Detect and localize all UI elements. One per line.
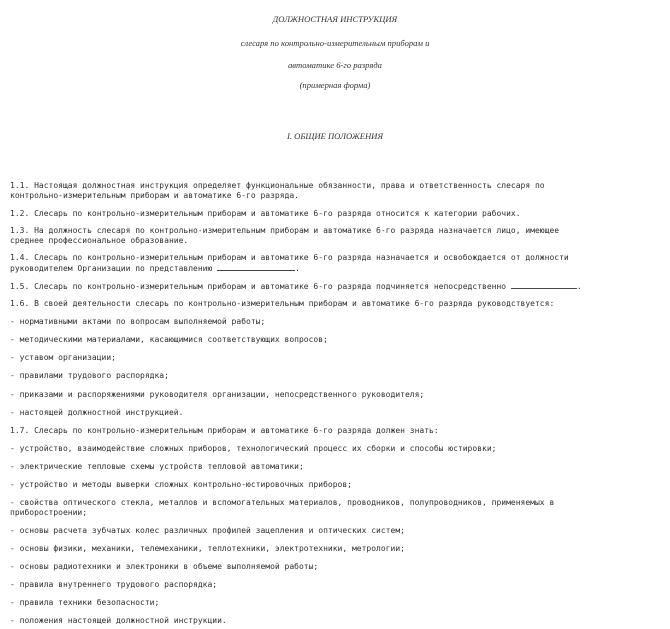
list-item-1-6-5: - приказами и распоряжениями руководителя организации, непосредственного руководителя; (10, 390, 425, 399)
list-item-1-6-4: - правилами трудового распорядка; (10, 371, 169, 380)
paragraph-1-2: 1.2. Слесарь по контрольно-измерительным приборам и автоматике 6-го разряда относится к категории рабочих. (10, 209, 521, 218)
paragraph-1-1-line-1: 1.1. Настоящая должностная инструкция определяет функциональные обязанности, права и ответственность слесаря по (10, 181, 545, 190)
paragraph-1-4-text: руководителем Организации по представлению (10, 264, 213, 273)
list-item-1-7-1: - устройство, взаимодействие сложных приборов, технологический процесс их сборки и способы юстировки; (10, 444, 497, 453)
paragraph-1-4-line-2: руководителем Организации по представлению . (10, 264, 300, 273)
paragraph-1-6: 1.6. В своей деятельности слесарь по контрольно-измерительным приборам и автоматике 6-го разряда руководствуется: (10, 299, 555, 308)
list-item-1-7-10: - положения настоящей должностной инструкции. (10, 616, 227, 625)
list-item-1-7-5: - основы расчета зубчатых колес различных профилей зацепления и оптических систем; (10, 526, 405, 535)
paragraph-1-5-text: 1.5. Слесарь по контрольно-измерительным приборам и автоматике 6-го разряда подчиняется непосредственно (10, 282, 507, 291)
fill-in-blank (511, 281, 577, 289)
list-item-1-7-8: - правила внутреннего трудового распорядка; (10, 580, 218, 589)
list-item-1-7-9: - правила техники безопасности; (10, 598, 160, 607)
paragraph-1-3-line-2: среднее профессиональное образование. (10, 236, 189, 245)
list-item-1-7-4-line-1: - свойства оптического стекла, металлов и вспомогательных материалов, проводников, полупроводников, применяемых в (10, 498, 555, 507)
document-subtitle-line-2: автоматике 6-го разряда (288, 60, 382, 70)
document-title: ДОЛЖНОСТНАЯ ИНСТРУКЦИЯ (272, 14, 398, 24)
paragraph-1-7: 1.7. Слесарь по контрольно-измерительным приборам и автоматике 6-го разряда должен знать: (10, 426, 439, 435)
list-item-1-7-4-line-2: приборостроении; (10, 508, 88, 517)
fill-in-blank (217, 263, 295, 271)
paragraph-1-5: 1.5. Слесарь по контрольно-измерительным приборам и автоматике 6-го разряда подчиняется непосредственно . (10, 282, 582, 291)
list-item-1-7-6: - основы физики, механики, телемеханики, теплотехники, электротехники, метрологии; (10, 544, 405, 553)
section-heading: I. ОБЩИЕ ПОЛОЖЕНИЯ (286, 131, 384, 141)
list-item-1-6-2: - методическими материалами, касающимися соответствующих вопросов; (10, 335, 328, 344)
list-item-1-6-6: - настоящей должностной инструкцией. (10, 408, 184, 417)
list-item-1-7-3: - устройство и методы выверки сложных контрольно-юстировочных приборов; (10, 480, 352, 489)
list-item-1-7-7: - основы радиотехники и электроники в объеме выполняемой работы; (10, 562, 319, 571)
document-subtitle-line-1: слесаря по контрольно-измерительным приборам и (240, 38, 430, 48)
form-note: (примерная форма) (299, 80, 371, 90)
paragraph-1-1-line-2: контрольно-измерительным приборам и автоматике 6-го разряда. (10, 191, 299, 200)
paragraph-1-4-line-1: 1.4. Слесарь по контрольно-измерительным приборам и автоматике 6-го разряда назначается и освобождается от должности (10, 253, 569, 262)
list-item-1-6-3: - уставом организации; (10, 353, 116, 362)
list-item-1-7-2: - электрические тепловые схемы устройств тепловой автоматики; (10, 462, 304, 471)
list-item-1-6-1: - нормативными актами по вопросам выполняемой работы; (10, 317, 266, 326)
paragraph-1-3-line-1: 1.3. На должность слесаря по контрольно-измерительным приборам и автоматике 6-го разряда назначается лицо, имеющее (10, 226, 560, 235)
